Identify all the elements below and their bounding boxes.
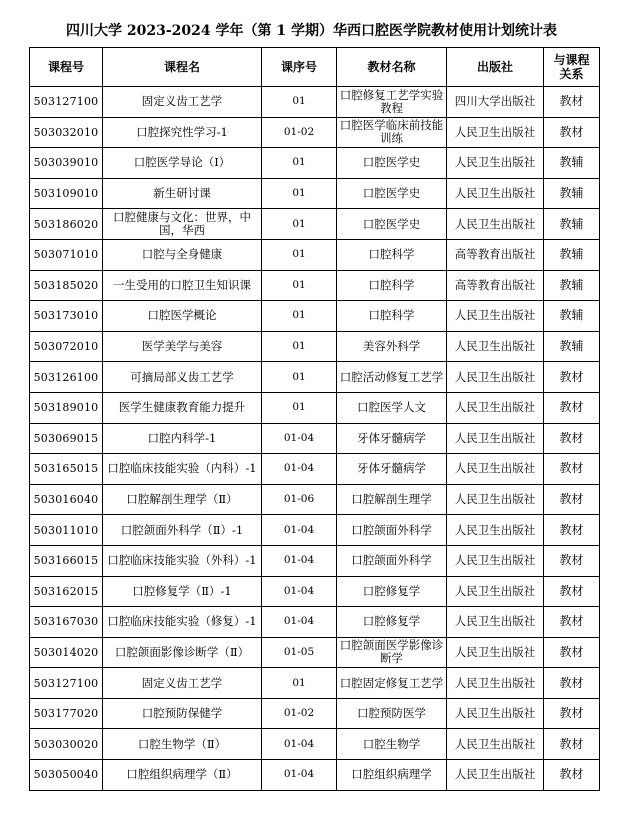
relation-cell: 教材 [544,668,600,699]
textbook-name-cell: 口腔科学 [337,301,447,332]
course-code-cell: 503014020 [30,637,103,668]
course-code-cell: 503167030 [30,607,103,638]
relation-cell: 教辅 [544,239,600,270]
course-name-cell: 口腔医学概论 [103,301,262,332]
table-row [30,362,600,393]
publisher-cell: 人民卫生出版社 [447,607,544,638]
relation-cell: 教辅 [544,331,600,362]
header-relation [544,48,600,87]
table-row [30,331,600,362]
course-name-cell: 口腔修复学（Ⅱ）-1 [103,576,262,607]
course-name-cell: 口腔健康与文化：世界，中国，华西 [103,209,262,240]
textbook-name-cell: 口腔科学 [337,239,447,270]
course-code-cell: 503030020 [30,729,103,760]
relation-cell: 教材 [544,576,600,607]
relation-cell: 教材 [544,760,600,791]
table-row [30,239,600,270]
course-seq-cell: 01-04 [262,423,337,454]
course-code-cell: 503039010 [30,148,103,179]
course-seq-cell: 01 [262,362,337,393]
course-code-cell: 503166015 [30,545,103,576]
table-row [30,637,600,668]
course-name-cell: 固定义齿工艺学 [103,668,262,699]
course-name-cell: 口腔生物学（Ⅱ） [103,729,262,760]
course-code-cell: 503127100 [30,87,103,118]
publisher-cell: 人民卫生出版社 [447,454,544,485]
course-name-cell: 新生研讨课 [103,178,262,209]
table-header-row [30,48,600,87]
textbook-name-cell: 口腔医学史 [337,178,447,209]
publisher-cell: 人民卫生出版社 [447,423,544,454]
publisher-cell: 人民卫生出版社 [447,545,544,576]
course-code-cell: 503032010 [30,117,103,148]
course-code-cell: 503126100 [30,362,103,393]
course-name-cell: 可摘局部义齿工艺学 [103,362,262,393]
course-name-cell: 口腔临床技能实验（外科）-1 [103,545,262,576]
table-row [30,607,600,638]
table-row [30,148,600,179]
relation-cell: 教材 [544,117,600,148]
course-name-cell: 口腔解剖生理学（Ⅱ） [103,484,262,515]
header-textbook: 教材名称 [337,48,447,87]
course-name-cell: 口腔探究性学习-1 [103,117,262,148]
relation-cell: 教辅 [544,209,600,240]
publisher-cell: 人民卫生出版社 [447,362,544,393]
course-name-cell: 口腔内科学-1 [103,423,262,454]
header-relation-line2: 关系 [559,67,584,81]
publisher-cell: 人民卫生出版社 [447,117,544,148]
table-row [30,301,600,332]
course-seq-cell: 01 [262,392,337,423]
publisher-cell: 人民卫生出版社 [447,331,544,362]
textbook-name-cell: 口腔固定修复工艺学 [337,668,447,699]
relation-cell: 教材 [544,545,600,576]
course-name-cell: 固定义齿工艺学 [103,87,262,118]
course-code-cell: 503127100 [30,668,103,699]
header-relation-line1: 与课程 [553,53,590,67]
page-title: 四川大学 2023-2024 学年（第 1 学期）华西口腔医学院教材使用计划统计表 [66,23,557,39]
header-course: 课程名 [103,48,262,87]
relation-cell: 教材 [544,87,600,118]
table-row [30,698,600,729]
table-row [30,209,600,240]
textbook-name-cell: 牙体牙髓病学 [337,454,447,485]
header-publisher: 出版社 [447,48,544,87]
course-seq-cell: 01-04 [262,545,337,576]
textbook-name-cell: 口腔预防医学 [337,698,447,729]
table-row [30,729,600,760]
textbook-name-cell: 口腔医学史 [337,209,447,240]
table-body [30,87,600,791]
textbook-name-cell: 口腔颌面外科学 [337,515,447,546]
relation-cell: 教材 [544,698,600,729]
course-code-cell: 503016040 [30,484,103,515]
course-code-cell: 503069015 [30,423,103,454]
textbook-name-cell: 口腔医学临床前技能训练 [337,117,447,148]
header-code: 课程号 [30,48,103,87]
table-row [30,392,600,423]
relation-cell: 教材 [544,392,600,423]
relation-cell: 教辅 [544,148,600,179]
course-code-cell: 503050040 [30,760,103,791]
textbook-name-cell: 口腔生物学 [337,729,447,760]
course-code-cell: 503071010 [30,239,103,270]
course-seq-cell: 01 [262,239,337,270]
course-seq-cell: 01 [262,331,337,362]
publisher-cell: 高等教育出版社 [447,270,544,301]
relation-cell: 教材 [544,729,600,760]
relation-cell: 教材 [544,607,600,638]
course-seq-cell: 01 [262,87,337,118]
course-seq-cell: 01-02 [262,698,337,729]
relation-cell: 教辅 [544,178,600,209]
course-name-cell: 口腔预防保健学 [103,698,262,729]
table-row [30,545,600,576]
textbook-name-cell: 口腔修复学 [337,607,447,638]
textbook-name-cell: 口腔颌面外科学 [337,545,447,576]
textbook-name-cell: 口腔修复学 [337,576,447,607]
course-seq-cell: 01 [262,668,337,699]
course-code-cell: 503165015 [30,454,103,485]
course-name-cell: 口腔医学导论（Ⅰ） [103,148,262,179]
course-name-cell: 口腔颌面外科学（Ⅱ）-1 [103,515,262,546]
publisher-cell: 四川大学出版社 [447,87,544,118]
course-seq-cell: 01 [262,209,337,240]
relation-cell: 教材 [544,637,600,668]
table-row [30,270,600,301]
course-seq-cell: 01 [262,178,337,209]
course-seq-cell: 01-06 [262,484,337,515]
course-name-cell: 口腔与全身健康 [103,239,262,270]
textbook-plan-table [29,47,600,791]
publisher-cell: 人民卫生出版社 [447,576,544,607]
table-row [30,484,600,515]
textbook-name-cell: 口腔解剖生理学 [337,484,447,515]
header-seq: 课序号 [262,48,337,87]
relation-cell: 教辅 [544,301,600,332]
relation-cell: 教材 [544,515,600,546]
course-code-cell: 503109010 [30,178,103,209]
table-row [30,454,600,485]
course-seq-cell: 01-02 [262,117,337,148]
publisher-cell: 高等教育出版社 [447,239,544,270]
course-name-cell: 一生受用的口腔卫生知识课 [103,270,262,301]
publisher-cell: 人民卫生出版社 [447,209,544,240]
course-code-cell: 503186020 [30,209,103,240]
textbook-name-cell: 口腔医学史 [337,148,447,179]
textbook-name-cell: 口腔科学 [337,270,447,301]
course-seq-cell: 01-04 [262,454,337,485]
publisher-cell: 人民卫生出版社 [447,484,544,515]
textbook-name-cell: 口腔颌面医学影像诊断学 [337,637,447,668]
course-seq-cell: 01 [262,270,337,301]
course-code-cell: 503011010 [30,515,103,546]
textbook-name-cell: 口腔组织病理学 [337,760,447,791]
publisher-cell: 人民卫生出版社 [447,392,544,423]
course-name-cell: 医学生健康教育能力提升 [103,392,262,423]
course-name-cell: 口腔临床技能实验（内科）-1 [103,454,262,485]
table-row [30,576,600,607]
publisher-cell: 人民卫生出版社 [447,698,544,729]
course-seq-cell: 01-05 [262,637,337,668]
textbook-name-cell: 口腔修复工艺学实验教程 [337,87,447,118]
course-seq-cell: 01-04 [262,760,337,791]
relation-cell: 教材 [544,423,600,454]
textbook-name-cell: 牙体牙髓病学 [337,423,447,454]
table-row [30,87,600,118]
course-code-cell: 503185020 [30,270,103,301]
publisher-cell: 人民卫生出版社 [447,515,544,546]
course-seq-cell: 01-04 [262,515,337,546]
publisher-cell: 人民卫生出版社 [447,178,544,209]
course-code-cell: 503189010 [30,392,103,423]
publisher-cell: 人民卫生出版社 [447,729,544,760]
publisher-cell: 人民卫生出版社 [447,148,544,179]
textbook-name-cell: 美容外科学 [337,331,447,362]
relation-cell: 教材 [544,484,600,515]
course-name-cell: 口腔颌面影像诊断学（Ⅱ） [103,637,262,668]
course-seq-cell: 01-04 [262,729,337,760]
course-code-cell: 503173010 [30,301,103,332]
table-row [30,760,600,791]
course-name-cell: 医学美学与美容 [103,331,262,362]
table-row [30,515,600,546]
relation-cell: 教辅 [544,270,600,301]
publisher-cell: 人民卫生出版社 [447,637,544,668]
publisher-cell: 人民卫生出版社 [447,301,544,332]
table-row [30,423,600,454]
course-code-cell: 503177020 [30,698,103,729]
course-code-cell: 503072010 [30,331,103,362]
course-seq-cell: 01 [262,148,337,179]
relation-cell: 教材 [544,454,600,485]
table-row [30,178,600,209]
course-name-cell: 口腔组织病理学（Ⅱ） [103,760,262,791]
course-seq-cell: 01-04 [262,576,337,607]
course-seq-cell: 01 [262,301,337,332]
course-code-cell: 503162015 [30,576,103,607]
textbook-name-cell: 口腔医学人文 [337,392,447,423]
publisher-cell: 人民卫生出版社 [447,668,544,699]
course-seq-cell: 01-04 [262,607,337,638]
course-name-cell: 口腔临床技能实验（修复）-1 [103,607,262,638]
textbook-name-cell: 口腔活动修复工艺学 [337,362,447,393]
relation-cell: 教材 [544,362,600,393]
publisher-cell: 人民卫生出版社 [447,760,544,791]
table-row [30,668,600,699]
table-row [30,117,600,148]
